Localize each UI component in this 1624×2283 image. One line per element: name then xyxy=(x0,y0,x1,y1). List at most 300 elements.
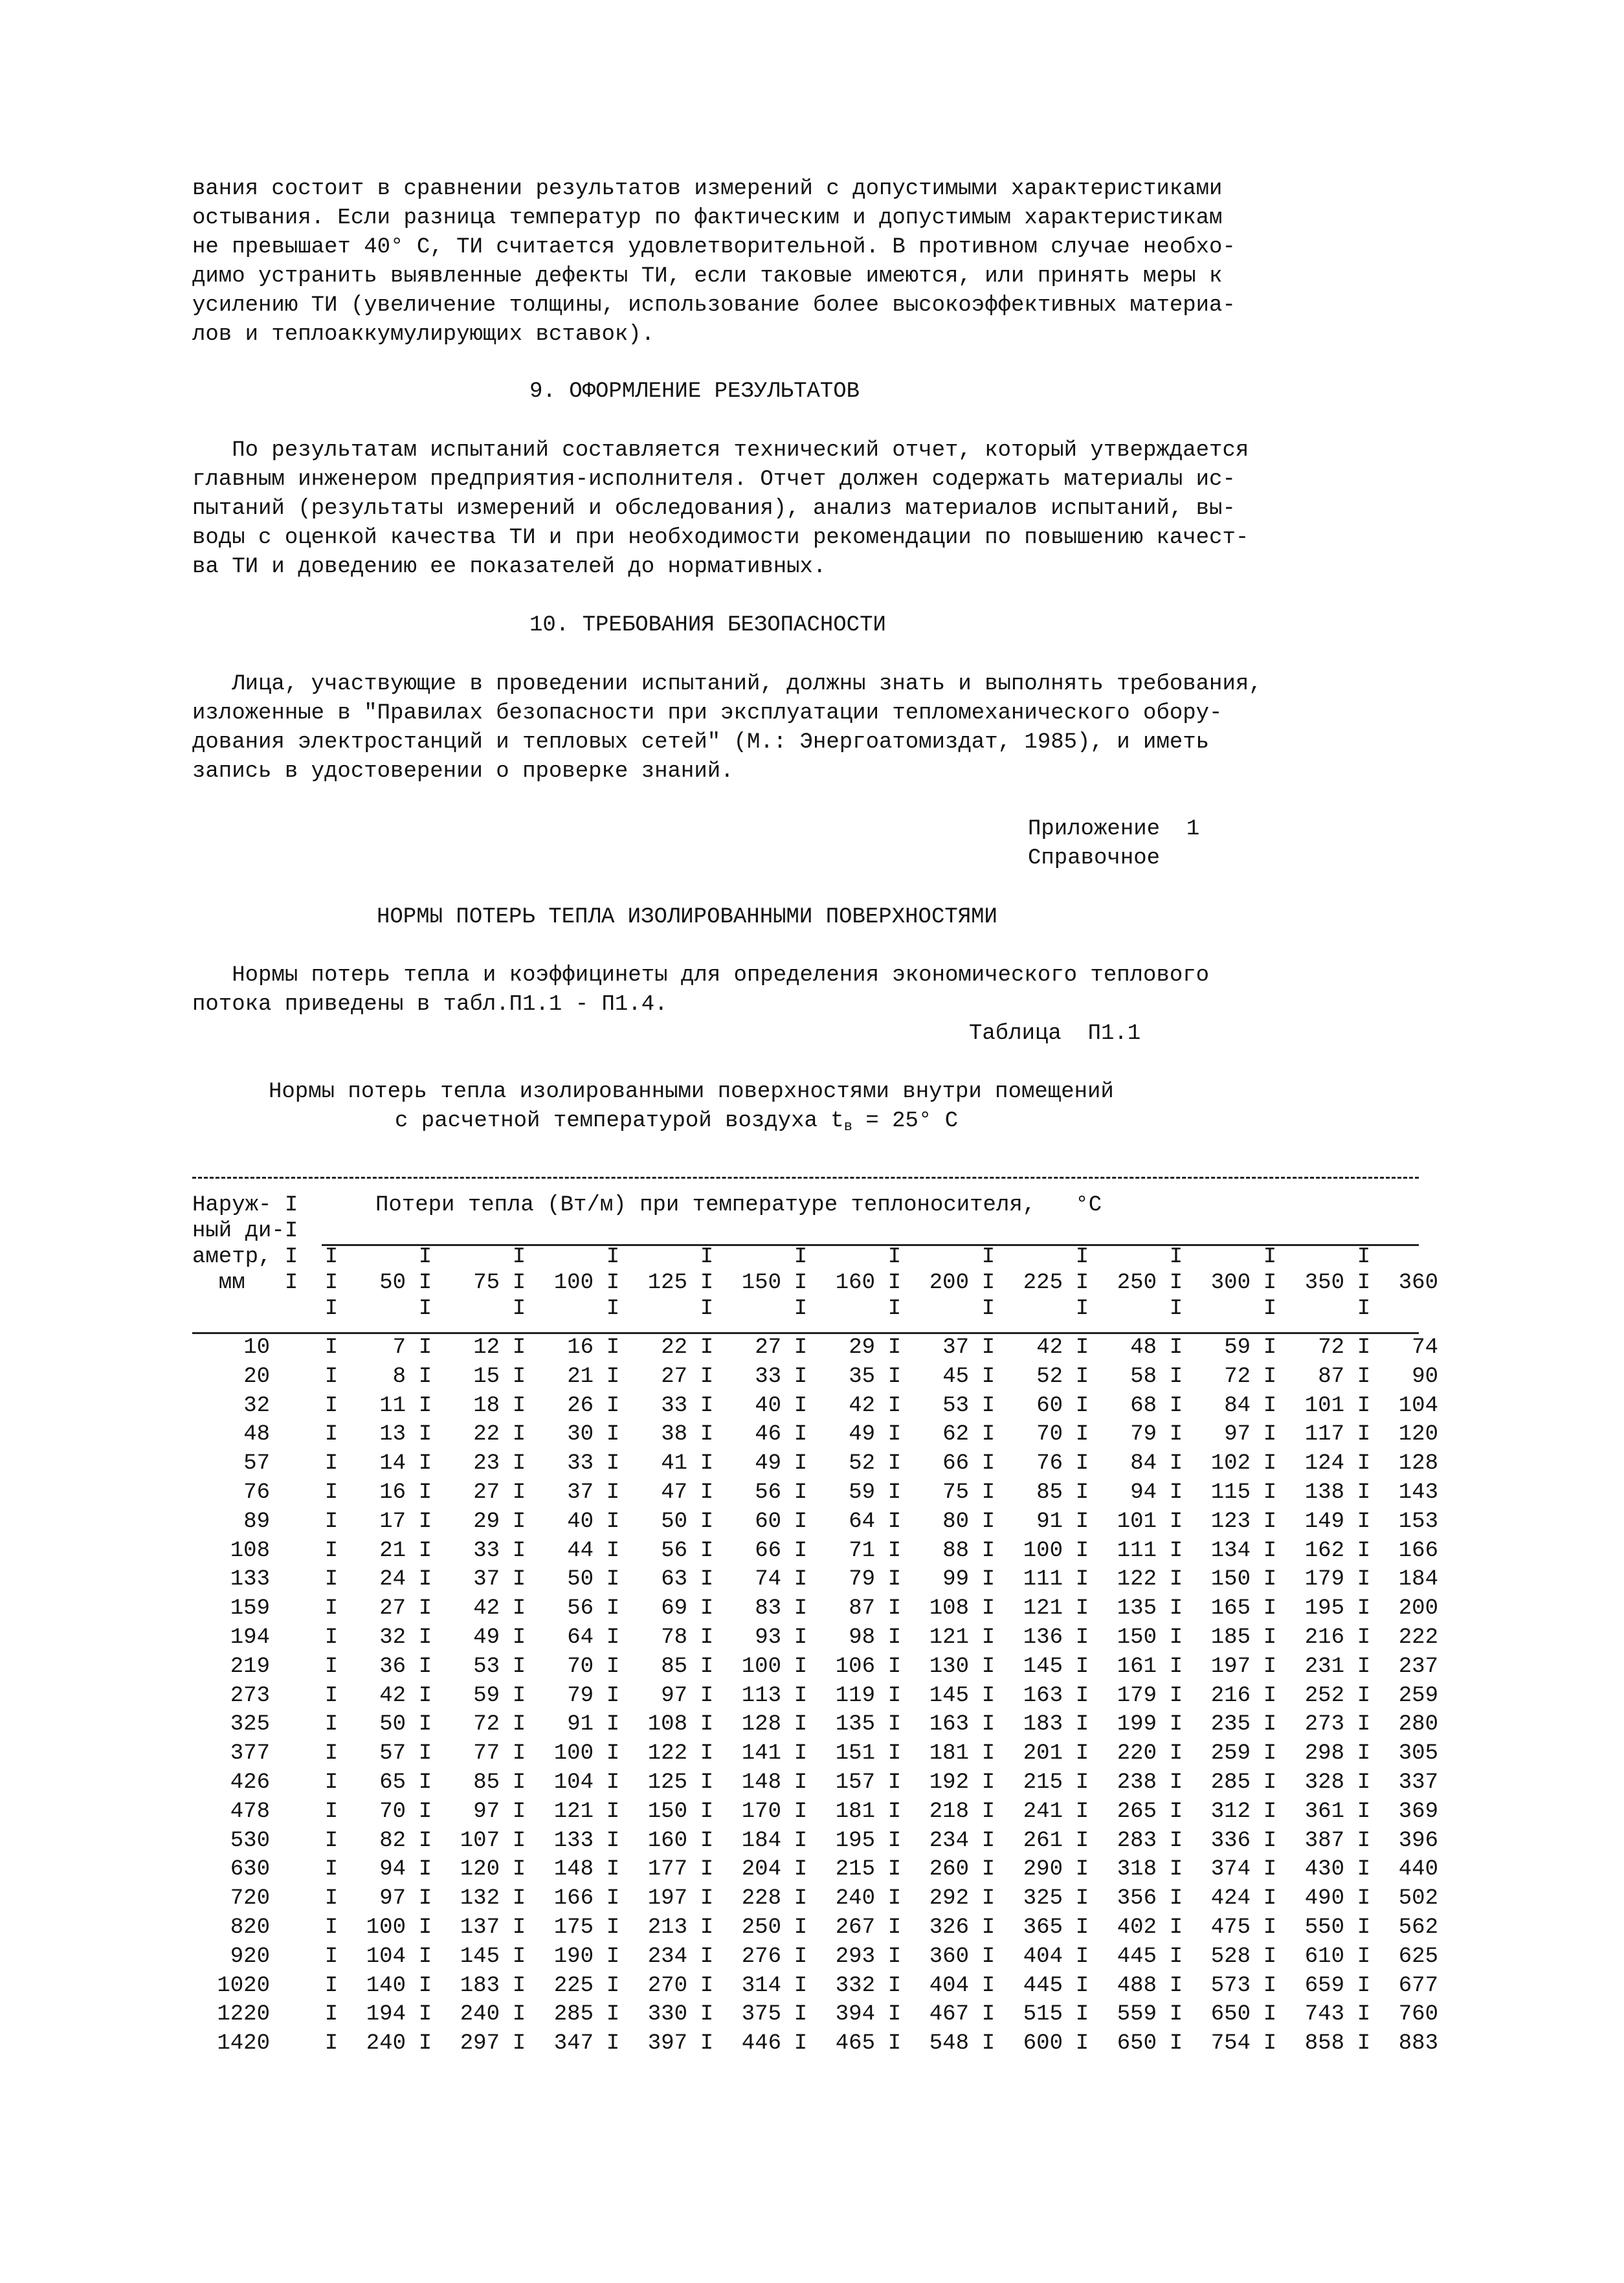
column-separator: I xyxy=(606,1364,620,1389)
heat-loss-cell: 270 xyxy=(647,1974,687,1998)
heat-loss-cell: 59 xyxy=(849,1480,875,1505)
column-separator: I xyxy=(512,1509,526,1534)
column-separator: I xyxy=(606,1886,620,1911)
column-separator: I xyxy=(324,1799,339,1824)
group-header-rule xyxy=(322,1244,1419,1246)
column-separator: I xyxy=(324,1829,339,1853)
diameter-cell: 32 xyxy=(243,1394,270,1418)
column-separator: I xyxy=(1357,1480,1371,1505)
column-separator: I xyxy=(1169,1857,1183,1882)
column-separator: I xyxy=(887,2002,902,2027)
heat-loss-cell: 74 xyxy=(755,1567,781,1592)
column-separator: I xyxy=(981,1335,996,1360)
heat-loss-cell: 36 xyxy=(379,1654,406,1679)
column-separator: I xyxy=(981,1271,996,1295)
heat-loss-cell: 285 xyxy=(553,2002,594,2027)
heat-loss-cell: 120 xyxy=(1398,1422,1438,1447)
heat-loss-cell: 135 xyxy=(835,1712,875,1737)
column-separator: I xyxy=(700,1654,714,1679)
column-separator: I xyxy=(700,1451,714,1476)
column-separator: I xyxy=(794,1944,808,1969)
heat-loss-cell: 91 xyxy=(567,1712,594,1737)
heat-loss-cell: 69 xyxy=(661,1596,687,1621)
column-separator: I xyxy=(887,1770,902,1795)
heat-loss-cell: 121 xyxy=(929,1625,969,1650)
column-separator: I xyxy=(1357,1451,1371,1476)
heat-loss-cell: 100 xyxy=(366,1915,406,1940)
column-separator: I xyxy=(1263,1422,1277,1447)
column-separator: I xyxy=(887,2031,902,2056)
appendix-intro xyxy=(192,961,1441,1019)
column-separator: I xyxy=(700,1741,714,1766)
heat-loss-cell: 22 xyxy=(661,1335,687,1360)
heat-loss-cell: 228 xyxy=(741,1886,781,1911)
column-separator: I xyxy=(418,1364,432,1389)
column-separator: I xyxy=(1357,1799,1371,1824)
heat-loss-cell: 102 xyxy=(1210,1451,1251,1476)
heat-loss-cell: 84 xyxy=(1130,1451,1157,1476)
column-separator: I xyxy=(887,1857,902,1882)
column-separator: I xyxy=(1263,1335,1277,1360)
heat-loss-cell: 490 xyxy=(1304,1886,1344,1911)
temperature-header: 160 xyxy=(835,1271,875,1295)
column-separator: I xyxy=(887,1509,902,1534)
heat-loss-cell: 100 xyxy=(1023,1539,1063,1563)
column-separator: I xyxy=(1263,1297,1277,1321)
column-separator: I xyxy=(1357,1974,1371,1998)
column-separator: I xyxy=(606,1567,620,1592)
heat-loss-cell: 465 xyxy=(835,2031,875,2056)
column-separator: I xyxy=(1263,1799,1277,1824)
heat-loss-cell: 528 xyxy=(1210,1944,1251,1969)
table-top-rule xyxy=(192,1177,1419,1179)
column-separator: I xyxy=(418,1654,432,1679)
column-separator: I xyxy=(887,1567,902,1592)
column-separator: I xyxy=(887,1271,902,1295)
heat-loss-cell: 216 xyxy=(1304,1625,1344,1650)
column-separator: I xyxy=(1169,1684,1183,1708)
heat-loss-cell: 297 xyxy=(460,2031,500,2056)
column-separator: I xyxy=(324,1944,339,1969)
column-separator: I xyxy=(1263,1596,1277,1621)
column-separator: I xyxy=(887,1539,902,1563)
heat-loss-cell: 121 xyxy=(553,1799,594,1824)
column-separator: I xyxy=(606,1799,620,1824)
heat-loss-cell: 80 xyxy=(942,1509,969,1534)
heat-loss-cell: 132 xyxy=(460,1886,500,1911)
heat-loss-cell: 66 xyxy=(755,1539,781,1563)
column-separator: I xyxy=(1169,1480,1183,1505)
heat-loss-cell: 234 xyxy=(647,1944,687,1969)
column-separator: I xyxy=(700,1394,714,1418)
column-separator: I xyxy=(981,1245,996,1269)
heat-loss-cell: 369 xyxy=(1398,1799,1438,1824)
column-separator: I xyxy=(700,1480,714,1505)
heat-loss-cell: 143 xyxy=(1398,1480,1438,1505)
column-separator: I xyxy=(1075,1915,1089,1940)
heat-loss-cell: 27 xyxy=(473,1480,500,1505)
heat-loss-cell: 77 xyxy=(473,1741,500,1766)
column-separator: I xyxy=(1263,1944,1277,1969)
column-separator: I xyxy=(324,2002,339,2027)
heat-loss-cell: 133 xyxy=(553,1829,594,1853)
column-separator: I xyxy=(1075,2002,1089,2027)
heat-loss-cell: 26 xyxy=(567,1394,594,1418)
heat-loss-cell: 85 xyxy=(1036,1480,1063,1505)
heat-loss-cell: 222 xyxy=(1398,1625,1438,1650)
heat-loss-cell: 625 xyxy=(1398,1944,1438,1969)
heat-loss-cell: 104 xyxy=(1398,1394,1438,1418)
heat-loss-cell: 562 xyxy=(1398,1915,1438,1940)
column-separator: I xyxy=(794,1596,808,1621)
column-separator: I xyxy=(418,1480,432,1505)
column-separator: I xyxy=(794,1539,808,1563)
heat-loss-cell: 195 xyxy=(835,1829,875,1853)
heat-loss-cell: 347 xyxy=(553,2031,594,2056)
heat-loss-cell: 650 xyxy=(1210,2002,1251,2027)
stub-header-line: Наруж- I xyxy=(192,1193,298,1218)
column-separator: I xyxy=(794,1271,808,1295)
heat-loss-cell: 60 xyxy=(755,1509,781,1534)
heat-loss-cell: 111 xyxy=(1117,1539,1157,1563)
diameter-cell: 194 xyxy=(230,1625,270,1650)
heat-loss-cell: 260 xyxy=(929,1857,969,1882)
heat-loss-cell: 183 xyxy=(460,1974,500,1998)
heat-loss-cell: 40 xyxy=(755,1394,781,1418)
heat-loss-cell: 145 xyxy=(460,1944,500,1969)
column-separator: I xyxy=(1357,1271,1371,1295)
column-separator: I xyxy=(418,1422,432,1447)
column-separator: I xyxy=(1357,1539,1371,1563)
heat-loss-cell: 128 xyxy=(1398,1451,1438,1476)
heat-loss-cell: 70 xyxy=(379,1799,406,1824)
heat-loss-cell: 396 xyxy=(1398,1829,1438,1853)
heat-loss-cell: 37 xyxy=(567,1480,594,1505)
heat-loss-cell: 27 xyxy=(755,1335,781,1360)
column-separator: I xyxy=(606,1974,620,1998)
column-separator: I xyxy=(887,1741,902,1766)
heat-loss-cell: 166 xyxy=(1398,1539,1438,1563)
heat-loss-cell: 292 xyxy=(929,1886,969,1911)
text-line: остывания. Если разница температур по фактическим и допустимым характеристикам xyxy=(192,206,1223,230)
column-separator: I xyxy=(1075,1596,1089,1621)
heat-loss-cell: 261 xyxy=(1023,1829,1063,1853)
column-separator: I xyxy=(981,1654,996,1679)
column-separator: I xyxy=(418,1335,432,1360)
appendix-title: НОРМЫ ПОТЕРЬ ТЕПЛА ИЗОЛИРОВАННЫМИ ПОВЕРХНОСТЯМИ xyxy=(377,905,997,930)
column-separator: I xyxy=(418,1712,432,1737)
column-separator: I xyxy=(606,1944,620,1969)
text-line: потока приведены в табл.П1.1 - П1.4. xyxy=(192,992,668,1017)
diameter-cell: 89 xyxy=(243,1509,270,1534)
column-separator: I xyxy=(1357,1596,1371,1621)
column-separator: I xyxy=(700,1886,714,1911)
heat-loss-cell: 117 xyxy=(1304,1422,1344,1447)
heat-loss-cell: 200 xyxy=(1398,1596,1438,1621)
column-separator: I xyxy=(1263,1654,1277,1679)
column-separator: I xyxy=(1075,1684,1089,1708)
column-separator: I xyxy=(324,1480,339,1505)
column-separator: I xyxy=(700,1857,714,1882)
heat-loss-cell: 93 xyxy=(755,1625,781,1650)
heat-loss-cell: 72 xyxy=(1318,1335,1344,1360)
heat-loss-cell: 29 xyxy=(849,1335,875,1360)
column-separator: I xyxy=(794,1509,808,1534)
column-separator: I xyxy=(1075,1741,1089,1766)
column-separator: I xyxy=(700,1974,714,1998)
column-separator: I xyxy=(887,1297,902,1321)
heat-loss-cell: 128 xyxy=(741,1712,781,1737)
column-separator: I xyxy=(794,1364,808,1389)
heat-loss-cell: 42 xyxy=(379,1684,406,1708)
heat-loss-cell: 35 xyxy=(849,1364,875,1389)
column-separator: I xyxy=(324,1886,339,1911)
heat-loss-cell: 46 xyxy=(755,1422,781,1447)
column-separator: I xyxy=(700,1712,714,1737)
column-separator: I xyxy=(324,1684,339,1708)
diameter-cell: 630 xyxy=(230,1857,270,1882)
column-separator: I xyxy=(606,1394,620,1418)
section-9-paragraph xyxy=(192,436,1441,582)
column-separator: I xyxy=(1075,1886,1089,1911)
column-separator: I xyxy=(324,1245,339,1269)
column-separator: I xyxy=(887,1625,902,1650)
column-separator: I xyxy=(794,1915,808,1940)
heat-loss-cell: 743 xyxy=(1304,2002,1344,2027)
column-separator: I xyxy=(512,1451,526,1476)
column-separator: I xyxy=(1357,1509,1371,1534)
column-separator: I xyxy=(887,1422,902,1447)
text-line: димо устранить выявленные дефекты ТИ, если таковые имеются, или принять меры к xyxy=(192,264,1223,289)
column-separator: I xyxy=(700,1364,714,1389)
heat-loss-cell: 337 xyxy=(1398,1770,1438,1795)
column-separator: I xyxy=(1075,1829,1089,1853)
column-separator: I xyxy=(1263,1712,1277,1737)
column-separator: I xyxy=(324,1422,339,1447)
heat-loss-cell: 21 xyxy=(379,1539,406,1563)
heat-loss-cell: 153 xyxy=(1398,1509,1438,1534)
heat-loss-cell: 111 xyxy=(1023,1567,1063,1592)
column-separator: I xyxy=(700,2031,714,2056)
heat-loss-cell: 33 xyxy=(661,1394,687,1418)
heat-loss-cell: 220 xyxy=(1117,1741,1157,1766)
column-separator: I xyxy=(700,1625,714,1650)
heat-loss-cell: 273 xyxy=(1304,1712,1344,1737)
heat-loss-cell: 148 xyxy=(741,1770,781,1795)
heat-loss-cell: 276 xyxy=(741,1944,781,1969)
text-line: пытаний (результаты измерений и обследования), анализ материалов испытаний, вы- xyxy=(192,496,1236,521)
column-separator: I xyxy=(1357,1297,1371,1321)
heat-loss-cell: 27 xyxy=(379,1596,406,1621)
heat-loss-cell: 195 xyxy=(1304,1596,1344,1621)
column-separator: I xyxy=(700,1539,714,1563)
heat-loss-cell: 163 xyxy=(929,1712,969,1737)
heat-loss-cell: 218 xyxy=(929,1799,969,1824)
heat-loss-cell: 150 xyxy=(1210,1567,1251,1592)
heat-loss-cell: 424 xyxy=(1210,1886,1251,1911)
heat-loss-cell: 121 xyxy=(1023,1596,1063,1621)
column-separator: I xyxy=(324,1451,339,1476)
column-separator: I xyxy=(1263,1886,1277,1911)
column-separator: I xyxy=(512,1271,526,1295)
column-separator: I xyxy=(606,1539,620,1563)
heat-loss-cell: 66 xyxy=(942,1451,969,1476)
diameter-cell: 1220 xyxy=(217,2002,270,2027)
column-separator: I xyxy=(887,1712,902,1737)
column-separator: I xyxy=(1357,1829,1371,1853)
column-separator: I xyxy=(512,1654,526,1679)
heat-loss-cell: 858 xyxy=(1304,2031,1344,2056)
column-separator: I xyxy=(512,1741,526,1766)
heat-loss-cell: 30 xyxy=(567,1422,594,1447)
column-separator: I xyxy=(887,1886,902,1911)
column-separator: I xyxy=(1169,1915,1183,1940)
diameter-cell: 426 xyxy=(230,1770,270,1795)
column-separator: I xyxy=(324,1654,339,1679)
heat-loss-cell: 231 xyxy=(1304,1654,1344,1679)
heat-loss-cell: 215 xyxy=(1023,1770,1063,1795)
stub-header-line: аметр, I xyxy=(192,1245,298,1269)
heat-loss-cell: 84 xyxy=(1224,1394,1251,1418)
heat-loss-cell: 215 xyxy=(835,1857,875,1882)
heat-loss-cell: 332 xyxy=(835,1974,875,1998)
column-separator: I xyxy=(794,1422,808,1447)
heat-loss-cell: 216 xyxy=(1210,1684,1251,1708)
column-separator: I xyxy=(606,1335,620,1360)
heat-loss-cell: 610 xyxy=(1304,1944,1344,1969)
column-separator: I xyxy=(1075,1451,1089,1476)
heat-loss-cell: 98 xyxy=(849,1625,875,1650)
diameter-cell: 57 xyxy=(243,1451,270,1476)
heat-loss-cell: 45 xyxy=(942,1364,969,1389)
heat-loss-cell: 328 xyxy=(1304,1770,1344,1795)
column-separator: I xyxy=(324,1712,339,1737)
column-separator: I xyxy=(1075,1857,1089,1882)
heat-loss-cell: 59 xyxy=(1224,1335,1251,1360)
heat-loss-cell: 122 xyxy=(647,1741,687,1766)
heat-loss-cell: 29 xyxy=(473,1509,500,1534)
column-separator: I xyxy=(418,1596,432,1621)
heat-loss-cell: 235 xyxy=(1210,1712,1251,1737)
heat-loss-cell: 37 xyxy=(942,1335,969,1360)
heat-loss-cell: 177 xyxy=(647,1857,687,1882)
heat-loss-cell: 119 xyxy=(835,1684,875,1708)
heat-loss-cell: 145 xyxy=(1023,1654,1063,1679)
column-separator: I xyxy=(1357,1857,1371,1882)
heat-loss-cell: 145 xyxy=(929,1684,969,1708)
column-separator: I xyxy=(794,1654,808,1679)
heat-loss-cell: 33 xyxy=(755,1364,781,1389)
column-separator: I xyxy=(794,1741,808,1766)
intro-paragraph xyxy=(192,175,1441,350)
heat-loss-cell: 70 xyxy=(567,1654,594,1679)
temperature-header: 75 xyxy=(473,1271,500,1295)
column-separator: I xyxy=(981,1944,996,1969)
column-separator: I xyxy=(1169,1712,1183,1737)
column-separator: I xyxy=(418,1271,432,1295)
column-separator: I xyxy=(512,1944,526,1969)
heat-loss-cell: 136 xyxy=(1023,1625,1063,1650)
text-line: лов и теплоаккумулирующих вставок). xyxy=(192,322,655,347)
heat-loss-cell: 62 xyxy=(942,1422,969,1447)
heat-loss-cell: 85 xyxy=(473,1770,500,1795)
column-separator: I xyxy=(887,1451,902,1476)
diameter-cell: 273 xyxy=(230,1684,270,1708)
heat-loss-cell: 71 xyxy=(849,1539,875,1563)
column-separator: I xyxy=(1169,1271,1183,1295)
column-separator: I xyxy=(1263,2002,1277,2027)
column-separator: I xyxy=(1075,1394,1089,1418)
heat-loss-cell: 404 xyxy=(1023,1944,1063,1969)
column-separator: I xyxy=(512,1297,526,1321)
heat-loss-cell: 237 xyxy=(1398,1654,1438,1679)
text-line: вания состоит в сравнении результатов измерений с допустимыми характеристиками xyxy=(192,177,1223,201)
column-separator: I xyxy=(606,1422,620,1447)
heat-loss-cell: 290 xyxy=(1023,1857,1063,1882)
heat-loss-cell: 11 xyxy=(379,1394,406,1418)
heat-loss-cell: 18 xyxy=(473,1394,500,1418)
column-separator: I xyxy=(1357,1245,1371,1269)
diameter-cell: 133 xyxy=(230,1567,270,1592)
column-separator: I xyxy=(794,1567,808,1592)
column-separator: I xyxy=(606,1770,620,1795)
column-separator: I xyxy=(606,1271,620,1295)
column-separator: I xyxy=(887,1480,902,1505)
temperature-header: 250 xyxy=(1117,1271,1157,1295)
temperature-header: 360 xyxy=(1398,1271,1438,1295)
heat-loss-cell: 488 xyxy=(1117,1974,1157,1998)
heat-loss-cell: 240 xyxy=(835,1886,875,1911)
column-separator: I xyxy=(606,1857,620,1882)
column-separator: I xyxy=(324,1857,339,1882)
column-separator: I xyxy=(700,1245,714,1269)
heat-loss-cell: 285 xyxy=(1210,1770,1251,1795)
heat-loss-cell: 240 xyxy=(366,2031,406,2056)
heat-loss-cell: 326 xyxy=(929,1915,969,1940)
appendix-type: Справочное xyxy=(1028,846,1161,871)
column-separator: I xyxy=(606,2002,620,2027)
column-separator: I xyxy=(981,1625,996,1650)
column-separator: I xyxy=(794,1799,808,1824)
column-separator: I xyxy=(887,1915,902,1940)
heat-loss-cell: 265 xyxy=(1117,1799,1157,1824)
heat-loss-cell: 101 xyxy=(1304,1394,1344,1418)
column-separator: I xyxy=(512,1799,526,1824)
heat-loss-cell: 283 xyxy=(1117,1829,1157,1853)
column-separator: I xyxy=(418,1625,432,1650)
section-9-title: 9. ОФОРМЛЕНИЕ РЕЗУЛЬТАТОВ xyxy=(529,379,860,404)
column-separator: I xyxy=(1357,1567,1371,1592)
column-separator: I xyxy=(1263,1451,1277,1476)
column-separator: I xyxy=(418,1567,432,1592)
diameter-cell: 219 xyxy=(230,1654,270,1679)
column-separator: I xyxy=(700,2002,714,2027)
heat-loss-cell: 502 xyxy=(1398,1886,1438,1911)
column-separator: I xyxy=(700,1509,714,1534)
text-line: дования электростанций и тепловых сетей" (М.: Энергоатомиздат, 1985), и иметь xyxy=(192,730,1210,755)
heat-loss-cell: 7 xyxy=(392,1335,406,1360)
column-separator: I xyxy=(1263,2031,1277,2056)
heat-loss-cell: 318 xyxy=(1117,1857,1157,1882)
heat-loss-cell: 445 xyxy=(1023,1974,1063,1998)
column-separator: I xyxy=(1169,1770,1183,1795)
heat-loss-cell: 325 xyxy=(1023,1886,1063,1911)
column-separator: I xyxy=(606,1829,620,1853)
diameter-cell: 10 xyxy=(243,1335,270,1360)
text-line: усилению ТИ (увеличение толщины, использование более высокоэффективных материа- xyxy=(192,293,1236,318)
heat-loss-cell: 65 xyxy=(379,1770,406,1795)
column-separator: I xyxy=(606,1596,620,1621)
